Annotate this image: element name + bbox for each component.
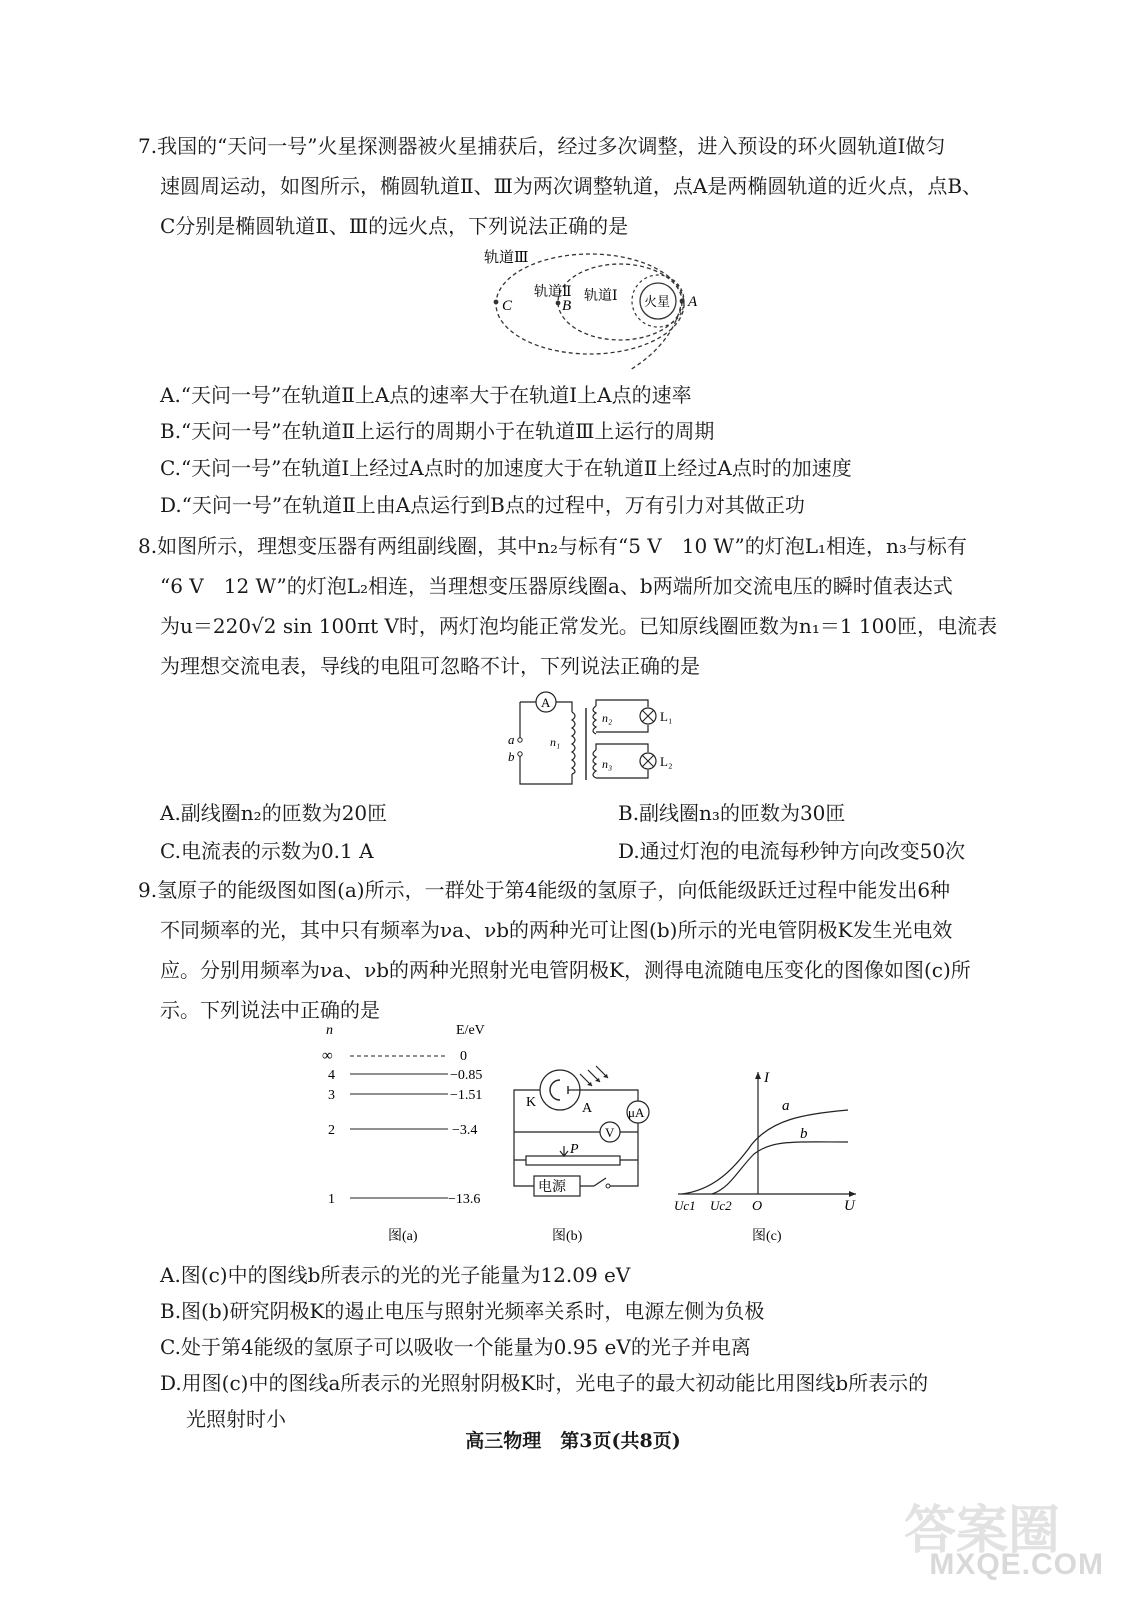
fig-b-caption: 图(b) [552, 1229, 583, 1244]
q9-option-d-continued: 光照射时小 [186, 1407, 286, 1431]
q7-line-1: 7.我国的“天问一号”火星探测器被火星捕获后，经过多次调整，进入预设的环火圆轨道Ⅰ做匀 [138, 134, 946, 158]
q9-option-b[interactable]: B.图(b)研究阴极K的遏止电压与照射光频率关系时，电源左侧为负极 [160, 1299, 765, 1323]
level-1-n: 1 [328, 1192, 335, 1207]
point-a-dot [680, 299, 685, 304]
mars-label: 火星 [644, 294, 671, 309]
level-3-e: −1.51 [450, 1088, 483, 1103]
q9-phototube-circuit-figure [504, 1060, 664, 1248]
level-2-n: 2 [328, 1123, 335, 1138]
q8-line-3: 为u＝220√2 sin 100πt V时，两灯泡均能正常发光。已知原线圈匝数为n₁＝1 100匝，电流表 [160, 614, 998, 638]
q9-line-3: 应。分别用频率为νa、νb的两种光照射光电管阴极K，测得电流随电压变化的图像如图(c)所 [160, 958, 971, 982]
l1-label: L₁ [660, 709, 673, 724]
q7-option-a[interactable]: A.“天问一号”在轨道Ⅱ上A点的速率大于在轨道Ⅰ上A点的速率 [160, 383, 692, 407]
q9-iu-curve-figure [672, 1062, 868, 1248]
n1-label: n₁ [550, 735, 561, 749]
terminal-a [518, 738, 522, 742]
q7-option-c[interactable]: C.“天问一号”在轨道Ⅰ上经过A点时的加速度大于在轨道Ⅱ上经过A点时的加速度 [160, 456, 852, 480]
uc2-label: Uc2 [710, 1198, 732, 1213]
q7-option-d[interactable]: D.“天问一号”在轨道Ⅱ上由A点运行到B点的过程中，万有引力对其做正功 [160, 493, 805, 517]
fig-a-caption: 图(a) [388, 1229, 418, 1244]
l2-label: L₂ [660, 754, 673, 769]
terminal-b-label: b [508, 749, 515, 764]
level-3-n: 3 [328, 1088, 335, 1103]
level-inf-n: ∞ [322, 1048, 333, 1064]
microammeter-label: μA [628, 1105, 645, 1120]
q9-line-1: 9.氢原子的能级图如图(a)所示，一群处于第4能级的氢原子，向低能级跃迁过程中能发出6种 [138, 878, 951, 902]
curve-a [682, 1110, 848, 1194]
question-7-stem [138, 126, 1038, 246]
q8-line-1: 8.如图所示，理想变压器有两组副线圈，其中n₂与标有“5 V 10 W”的灯泡L₁相连，n₃与标有 [138, 534, 967, 558]
level-4-n: 4 [328, 1068, 335, 1083]
n2-label: n₂ [602, 711, 613, 725]
fig-a-e-header: E/eV [456, 1023, 485, 1038]
q7-line-3: C分别是椭圆轨道Ⅱ、Ⅲ的远火点，下列说法正确的是 [160, 214, 629, 238]
question-8-stem [138, 526, 1038, 686]
origin-label: O [752, 1199, 763, 1214]
q8-line-2: “6 V 12 W”的灯泡L₂相连，当理想变压器原线圈a、b两端所加交流电压的瞬时值表达式 [160, 574, 953, 598]
q8-option-a[interactable]: A.副线圈n₂的匝数为20匝 [160, 801, 388, 825]
orbit-3-label: 轨道Ⅲ [484, 250, 529, 266]
i-axis-label: I [764, 1070, 769, 1086]
q7-orbit-figure [470, 242, 710, 372]
q7-option-b[interactable]: B.“天问一号”在轨道Ⅱ上运行的周期小于在轨道Ⅲ上运行的周期 [160, 419, 715, 443]
rheostat [526, 1156, 620, 1165]
level-inf-e: 0 [460, 1049, 467, 1064]
switch-icon [594, 1178, 606, 1186]
curve-a-label: a [782, 1098, 790, 1114]
q8-option-b[interactable]: B.副线圈n₃的匝数为30匝 [618, 801, 846, 825]
point-b-dot [556, 301, 561, 306]
watermark-logo-text: 答案圈 [904, 1501, 1061, 1561]
q9-option-d[interactable]: D.用图(c)中的图线a所表示的光照射阴极K时，光电子的最大初动能比用图线b所表示的 [160, 1371, 929, 1395]
n3-label: n₃ [602, 757, 613, 771]
terminal-a-label: a [508, 732, 515, 747]
voltmeter-label: V [605, 1125, 615, 1140]
q8-option-d[interactable]: D.通过灯泡的电流每秒钟方向改变50次 [618, 839, 966, 863]
slider-label: P [570, 1142, 579, 1157]
fig-a-n-header: n [326, 1023, 333, 1038]
curve-b-label: b [800, 1126, 808, 1142]
level-2-e: −3.4 [452, 1123, 478, 1138]
page-footer: 高三物理 第3页(共8页) [465, 1430, 681, 1452]
point-a-label: A [688, 294, 698, 310]
terminal-b [518, 752, 522, 756]
watermark-text: MXQE.COM [929, 1548, 1104, 1581]
primary-circuit [520, 702, 572, 784]
point-c-label: C [502, 298, 513, 314]
secondary-coil-n2 [593, 706, 596, 734]
q9-option-c[interactable]: C.处于第4能级的氢原子可以吸收一个能量为0.95 eV的光子并电离 [160, 1335, 751, 1359]
q9-option-a[interactable]: A.图(c)中的图线b所表示的光的光子能量为12.09 eV [160, 1263, 631, 1287]
uc1-label: Uc1 [674, 1198, 696, 1213]
fig-c-caption: 图(c) [752, 1229, 782, 1244]
q9-line-2: 不同频率的光，其中只有频率为νa、νb的两种光可让图(b)所示的光电管阴极K发生光电效 [160, 918, 953, 942]
q8-option-c[interactable]: C.电流表的示数为0.1 A [160, 839, 374, 863]
question-9-stem [138, 870, 1038, 1030]
level-1-e: −13.6 [448, 1192, 481, 1207]
point-b-label: B [562, 298, 572, 314]
q8-line-4: 为理想交流电表，导线的电阻可忽略不计，下列说法正确的是 [160, 654, 700, 678]
point-c-dot [494, 300, 499, 305]
power-source-label: 电源 [538, 1180, 566, 1195]
anode-label: A [582, 1101, 593, 1116]
ammeter-label: A [541, 695, 551, 710]
q8-transformer-figure [500, 688, 700, 788]
secondary-coil-n3 [593, 750, 596, 778]
u-axis-label: U [844, 1198, 855, 1214]
orbit-2-label: 轨道Ⅱ [534, 285, 572, 300]
q9-energy-level-figure [318, 1020, 508, 1248]
q7-line-2: 速圆周运动，如图所示，椭圆轨道Ⅱ、Ⅲ为两次调整轨道，点A是两椭圆轨道的近火点，点B、 [160, 174, 983, 198]
incident-light-icon [580, 1066, 608, 1086]
primary-coil [572, 712, 575, 774]
orbit-1-label: 轨道Ⅰ [584, 289, 618, 304]
q9-line-4: 示。下列说法中正确的是 [160, 998, 380, 1022]
level-4-e: −0.85 [450, 1068, 483, 1083]
cathode-label: K [526, 1095, 537, 1110]
